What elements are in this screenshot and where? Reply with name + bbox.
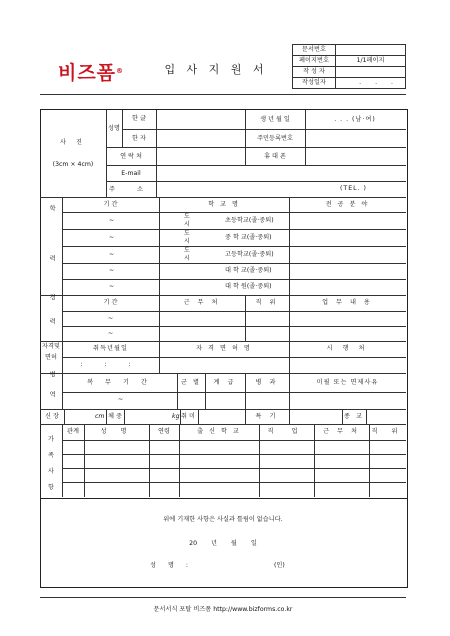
family-divider-6 <box>369 424 370 497</box>
license-name-header: 자 격 면 허 명 <box>196 344 252 352</box>
body-divider-3 <box>124 409 125 424</box>
career-divider-2 <box>245 295 246 341</box>
resident-label: 주민등록번호 <box>257 134 293 142</box>
logo-mark: ® <box>116 67 125 75</box>
family-divider-2 <box>149 424 150 497</box>
career-duty-header: 업 무 내 용 <box>322 298 373 306</box>
family-divider-5 <box>314 424 315 497</box>
logo-text: 비즈폼 <box>57 61 117 84</box>
family-line-2 <box>62 454 406 455</box>
body-divider-9 <box>366 409 367 424</box>
edu-school-name: 고등학교(졸·중퇴) <box>225 251 274 258</box>
military-line-1 <box>62 392 406 393</box>
family-line-4 <box>62 482 406 483</box>
edu-region-label: 도시 <box>184 230 190 245</box>
career-position-header: 직 위 <box>255 298 279 306</box>
date-label: 작성일자 <box>293 78 336 89</box>
military-divider-4 <box>289 373 290 409</box>
body-divider-1 <box>64 409 65 424</box>
military-section-label <box>40 370 62 412</box>
family-workplace-header: 근 무 처 <box>323 427 360 435</box>
career-section-text: 경력 <box>48 293 56 343</box>
row-line-4 <box>106 181 406 182</box>
military-period-header: 복 무 기 간 <box>87 378 152 386</box>
license-date-header: 취득년월일 <box>93 344 128 352</box>
license-issuer-header: 시 행 처 <box>326 344 369 352</box>
weight-label: 체 중 <box>108 413 122 420</box>
height-label: 신 장 <box>45 412 59 420</box>
photo-label: 사 진 <box>60 138 86 146</box>
family-section-label: 가족사항 <box>48 436 54 491</box>
email-label: E-mail <box>121 169 141 177</box>
family-school-header: 출 신 학 교 <box>197 427 241 435</box>
signature-label: 성 명 : <box>150 562 188 569</box>
body-divider-4 <box>180 409 181 424</box>
weight-unit: kg <box>172 413 180 420</box>
edu-period-header: 기 간 <box>103 200 118 208</box>
edu-school-name: 대 학 교(졸·중퇴) <box>225 267 272 274</box>
form-title: 입 사 지 원 서 <box>164 63 268 76</box>
tel-label: (TEL. ) <box>340 185 367 192</box>
page-number-label: 페이지번호 <box>293 56 336 67</box>
license-row-date[interactable]: : : : <box>80 361 141 369</box>
doc-number-value[interactable] <box>336 45 406 56</box>
declaration-date[interactable]: 20 년 월 일 <box>189 539 257 547</box>
edu-row-period[interactable]: ~ <box>109 282 115 290</box>
footer-text: 문서서식 포탈 비즈폼 http://www.bizforms.co.kr <box>153 605 293 613</box>
skill-label: 특 기 <box>255 412 279 420</box>
page-number-value: 1/1페이지 <box>336 56 406 67</box>
declaration-statement: 위에 기재한 사항은 사실과 틀림이 없습니다. <box>163 515 283 523</box>
military-rank-header: 계 급 <box>213 378 237 386</box>
career-divider-3 <box>289 295 290 341</box>
footer-line <box>40 597 406 598</box>
education-section-text: 학력 <box>48 205 56 306</box>
name-korean-label: 한 글 <box>132 114 146 122</box>
religion-label: 종 교 <box>344 412 364 420</box>
license-section-label: 자격및면허 <box>42 343 60 361</box>
family-line-3 <box>62 468 406 469</box>
edu-school-name: 초등학교(졸·중퇴) <box>225 217 274 224</box>
address-label: 주 소 <box>109 185 153 193</box>
edu-school-name: 대 학 원(졸·중퇴) <box>225 283 272 290</box>
edu-row-period[interactable]: ~ <box>109 266 115 274</box>
family-line-1 <box>62 440 406 441</box>
family-name-header: 성 명 <box>100 427 133 435</box>
family-age-header: 연령 <box>158 427 170 435</box>
military-divider-3 <box>245 373 246 409</box>
hobby-label: 취 미 <box>181 413 195 420</box>
body-divider-2 <box>106 409 107 424</box>
row-line-1 <box>122 129 406 130</box>
family-job-header: 직 업 <box>267 427 306 435</box>
career-divider-1 <box>159 295 160 341</box>
edu-region-label: 도시 <box>184 247 190 262</box>
row-line-2 <box>106 147 406 148</box>
military-row-period[interactable]: ~ <box>118 396 124 403</box>
military-divider-1 <box>177 373 178 409</box>
edu-row-period[interactable]: ~ <box>109 250 115 258</box>
body-divider-5 <box>198 409 199 424</box>
contact-label: 연 락 처 <box>120 152 142 160</box>
military-exemption-header: 미필 또는 면제사유 <box>316 378 379 386</box>
author-label: 작 성 자 <box>293 67 336 78</box>
family-divider-3 <box>179 424 180 497</box>
military-section-text: 병역 <box>48 370 56 412</box>
career-period-header: 기 간 <box>103 298 118 306</box>
doc-info-table <box>292 44 406 89</box>
career-workplace-header: 근 무 처 <box>183 298 221 306</box>
family-divider-4 <box>259 424 260 497</box>
family-position-header: 직 위 <box>371 427 404 435</box>
military-specialty-header: 병 과 <box>255 378 279 386</box>
birth-value[interactable]: . . . (남·여) <box>334 115 376 123</box>
career-row-period[interactable]: ~ <box>108 315 114 322</box>
career-row-period[interactable]: ~ <box>108 330 114 337</box>
education-section-label <box>40 205 62 306</box>
military-branch-header: 군 별 <box>181 378 201 386</box>
label-divider <box>156 110 157 197</box>
edu-region-label: 도시 <box>184 213 190 228</box>
doc-number-label: 문서번호 <box>293 45 336 56</box>
edu-row-period[interactable]: ~ <box>109 216 115 224</box>
edu-school-header: 학 교 명 <box>208 200 240 208</box>
military-divider-2 <box>205 373 206 409</box>
edu-row-period[interactable]: ~ <box>109 233 115 241</box>
career-line-2 <box>62 326 406 327</box>
birth-label: 생 년 월 일 <box>260 115 290 123</box>
edu-school-name: 중 학 교(졸·중퇴) <box>225 234 272 241</box>
date-value[interactable]: . . . <box>336 78 406 89</box>
photo-size: (3cm × 4cm) <box>52 160 94 168</box>
row-line-3 <box>106 165 406 166</box>
name-label: 성명 <box>108 125 120 132</box>
family-divider-1 <box>84 424 85 497</box>
author-value[interactable] <box>336 67 406 78</box>
family-relation-header: 관계 <box>67 427 79 435</box>
edu-major-header: 전 공 분 야 <box>325 200 370 208</box>
height-unit: cm <box>95 413 105 420</box>
career-line-1 <box>62 311 406 312</box>
body-divider-7 <box>289 409 290 424</box>
mobile-label: 휴 대 폰 <box>264 152 286 160</box>
seal-mark: (인) <box>274 562 285 569</box>
career-section-label <box>40 293 62 343</box>
name-hanja-label: 한 자 <box>132 134 146 142</box>
